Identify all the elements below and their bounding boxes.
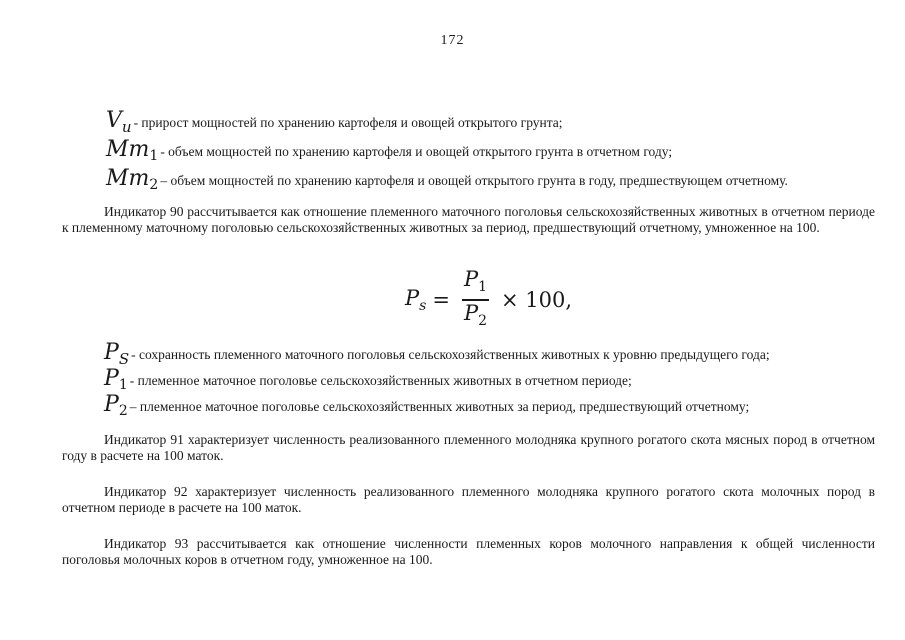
formula <box>405 267 578 333</box>
formula-lhs: $P_s$ <box>405 285 427 314</box>
paragraph-indicator-90: Индикатор 90 рассчитывается как отношение племенного маточного поголовья сельскохозяйственных животных в отчетном периоде к племенному маточному поголовью сельскохозяйственных животных за период, предшествующий отчетному, умноженное на 100. <box>62 204 875 235</box>
definition-text: - прирост мощностей по хранению картофеля и овощей открытого грунта; <box>133 115 563 130</box>
definition-item <box>106 137 886 166</box>
definition-item <box>106 166 886 195</box>
fraction <box>462 267 489 333</box>
definition-text: - племенное маточное поголовье сельскохозяйственных животных в отчетном периоде; <box>129 373 632 388</box>
symbol: $P_1$ <box>104 366 128 393</box>
definition-text: - сохранность племенного маточного поголовья сельскохозяйственных животных к уровню предыдущего года; <box>131 347 770 362</box>
page-number: 172 <box>440 33 465 48</box>
paragraph-indicator-91: Индикатор 91 характеризует численность реализованного племенного молодняка крупного рогатого скота мясных пород в отчетном году в расчете на 100 маток. <box>62 432 875 463</box>
symbol: $P_2$ <box>104 392 128 419</box>
paragraph-indicator-92: Индикатор 92 характеризует численность реализованного племенного молодняка крупного рогатого скота молочных пород в отчетном периоде в расчете на 100 маток. <box>62 484 875 515</box>
symbol: $V_u$ <box>106 108 132 136</box>
definitions-top <box>106 108 886 195</box>
definition-item <box>104 392 884 418</box>
definition-item <box>104 340 884 366</box>
equals-sign: = <box>432 287 450 312</box>
definition-item <box>106 108 886 137</box>
definition-text: – племенное маточное поголовье сельскохозяйственных животных за период, предшествующий отчетному; <box>129 399 750 414</box>
definitions-bottom <box>104 340 884 418</box>
symbol: $Mm_2$ <box>106 166 159 193</box>
definition-text: – объем мощностей по хранению картофеля и овощей открытого грунта в году, предшествующем отчетному. <box>160 173 788 188</box>
symbol: $Mm_1$ <box>106 137 159 164</box>
numerator: $P_1$ <box>463 267 487 295</box>
definition-item <box>104 366 884 392</box>
formula-tail: × 100, <box>501 287 573 312</box>
paragraph-indicator-93: Индикатор 93 рассчитывается как отношение численности племенных коров молочного направления к общей численности поголовья молочных коров в отчетном году, умноженное на 100. <box>62 536 875 567</box>
symbol: $P_S$ <box>104 340 130 368</box>
definition-text: - объем мощностей по хранению картофеля и овощей открытого грунта в отчетном году; <box>160 144 673 159</box>
denominator: $P_2$ <box>463 300 487 329</box>
